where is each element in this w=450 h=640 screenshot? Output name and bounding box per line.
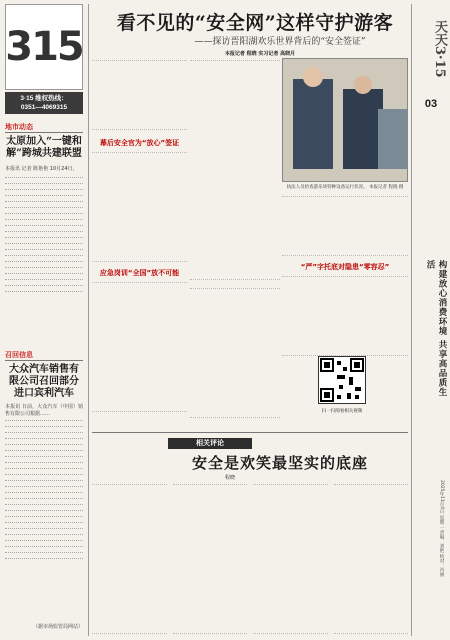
column-logo	[5, 4, 83, 90]
qr-caption: 扫一扫阅看相关视频	[321, 409, 363, 414]
column-brand: 天天3·15	[432, 20, 447, 78]
commentary-byline: 程晓	[224, 475, 235, 481]
story1-title: 太原加入“一键和解”跨城共建联盟	[6, 136, 82, 159]
story2-body	[5, 418, 83, 618]
story2-title: 大众汽车销售有限公司召回部分进口宾利汽车	[9, 364, 79, 399]
commentary-body	[92, 484, 408, 634]
page-number: 03	[424, 98, 438, 110]
subhead-3: “严”字托底对隐患“零容忍”	[300, 263, 390, 271]
hotline-box	[5, 92, 83, 114]
inspection-photo	[282, 58, 408, 182]
section-commentary: 相关评论	[168, 438, 252, 449]
section-recall: 召回信息	[5, 352, 33, 359]
subhead-1: 幕后安全官为“放心”签证	[99, 139, 180, 147]
divider	[92, 432, 408, 433]
main-article-col3	[282, 196, 408, 356]
story2-byline: 本报讯 日前，大众汽车（中国）销售有限公司根据……	[5, 404, 83, 417]
story1-body	[5, 175, 83, 335]
story1-byline: 本报讯 记者 陈艳艳 10月24日，	[5, 166, 78, 172]
divider	[5, 360, 83, 361]
subhead-2: 应急岗训“全国”放不可能	[99, 269, 180, 277]
edition-meta: 2025年11月4日 星期二 责编：刘艳 校对：肖丽	[439, 480, 444, 577]
qr-code[interactable]	[318, 356, 366, 404]
logo-text: 315	[5, 24, 83, 70]
divider	[5, 132, 83, 133]
photo-caption: 执法人员检查游乐场特种设备运行状况。 本报记者 程晓 摄	[286, 185, 404, 190]
main-headline: 看不见的“安全网”这样守护游客	[116, 12, 394, 34]
column-divider	[411, 4, 412, 636]
main-byline: 本报记者 程晓 实习记者 高晓月	[224, 51, 296, 57]
commentary-headline: 安全是欢笑最坚实的底座	[191, 454, 368, 472]
section-local-news: 地市动态	[5, 124, 33, 131]
column-divider	[88, 4, 89, 636]
main-article-col2	[190, 60, 280, 430]
main-article-col1	[92, 60, 187, 430]
hotline-number: 0351—4069315	[20, 104, 68, 111]
main-subheadline: ——探访晋阳湖欢乐世界背后的“安全签证”	[194, 37, 366, 47]
hotline-label: 3·15 维权热线：	[20, 95, 68, 102]
story2-footer: （据市场监管局网站）	[32, 624, 83, 630]
slogan: 构建放心消费环境 共享高品质生活	[425, 260, 447, 397]
